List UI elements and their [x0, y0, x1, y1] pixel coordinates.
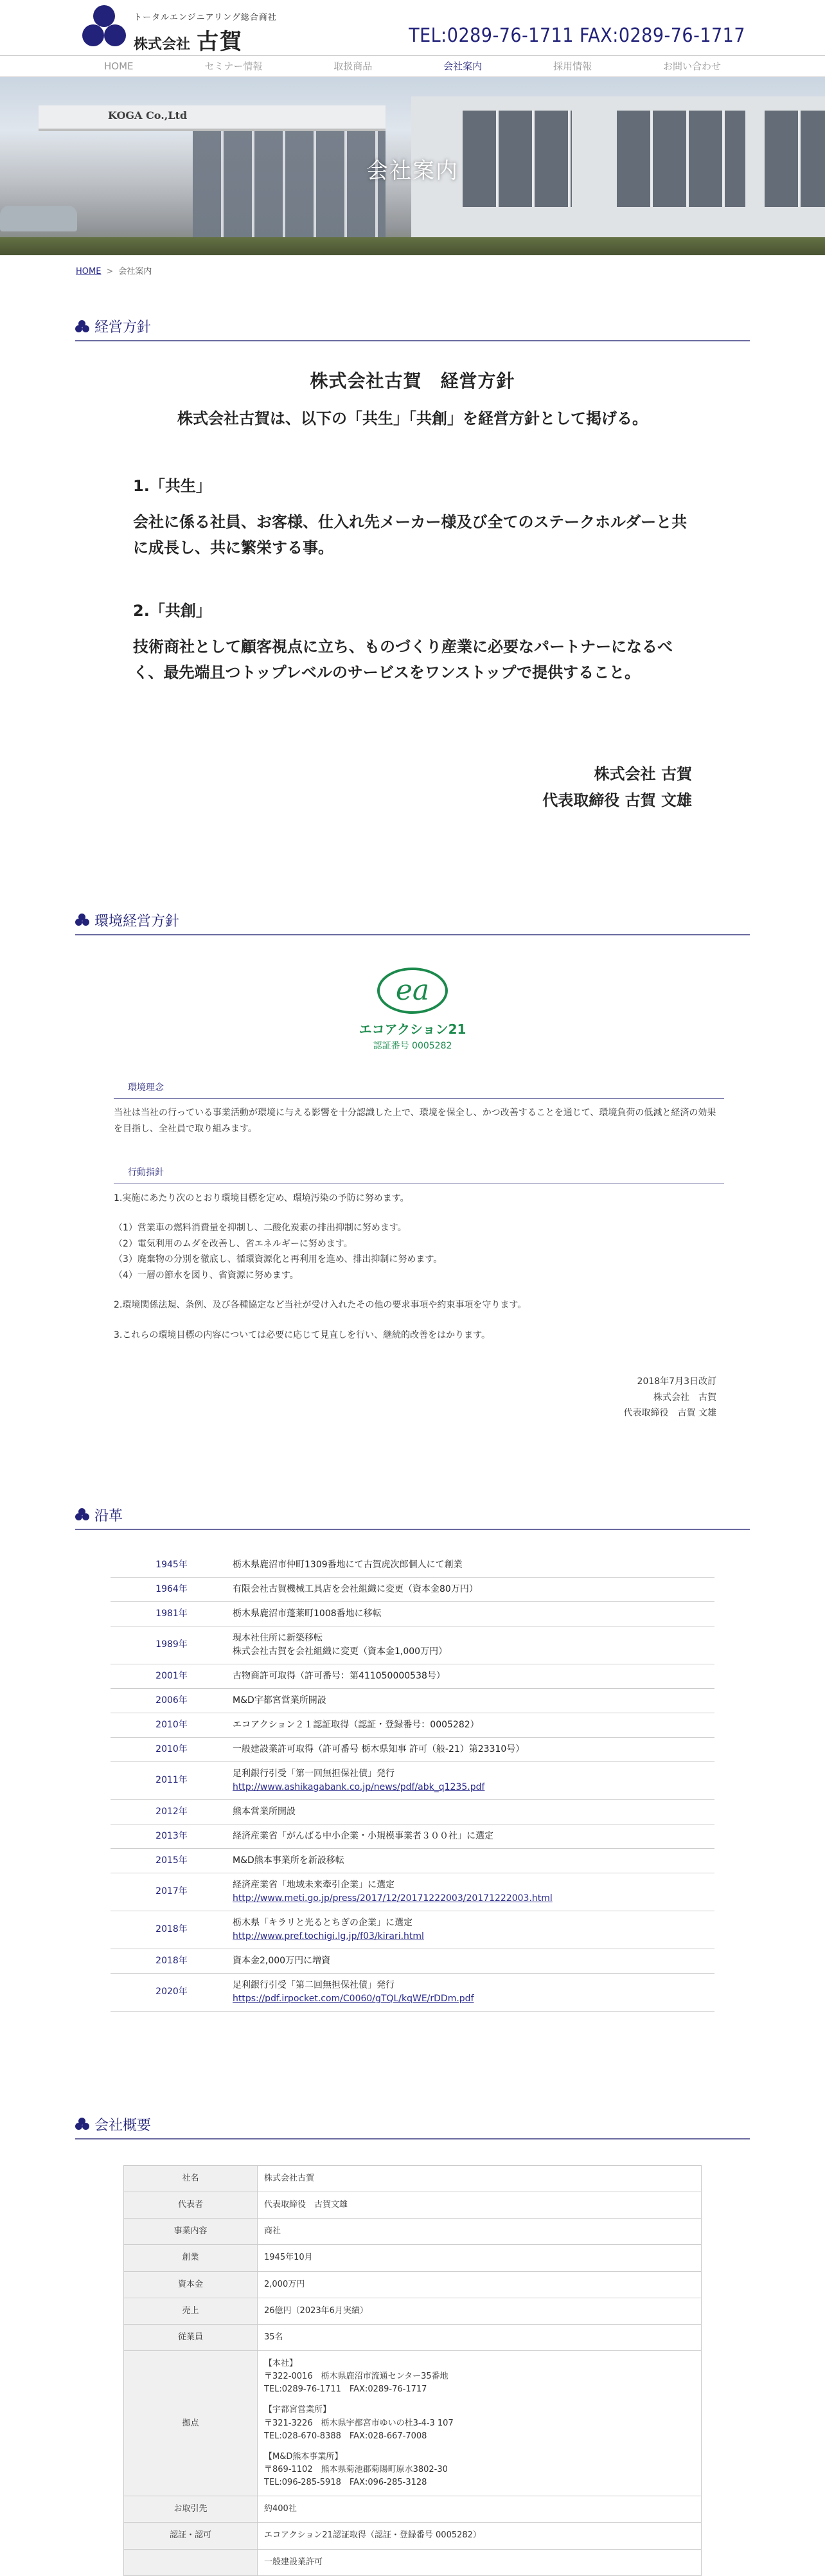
logo-circle: [93, 5, 115, 27]
base-tel: TEL:028-670-8388 FAX:028-667-7008: [264, 2431, 427, 2441]
section-heading-policy: [75, 316, 750, 341]
overview-key: 代表者: [124, 2192, 258, 2219]
base-block: [264, 2451, 695, 2489]
history-event-cell: [233, 1911, 714, 1949]
history-event: M&D熊本事業所を新設移転: [233, 1855, 344, 1866]
overview-table: [123, 2165, 702, 2576]
nav-item[interactable]: セミナー情報: [204, 60, 263, 72]
overview-key: 従業員: [124, 2324, 258, 2350]
section-heading-env: [75, 910, 750, 935]
overview-row: [124, 2271, 702, 2298]
nav-item[interactable]: 取扱商品: [333, 60, 373, 72]
history-event: 足利銀行引受「第一回無担保社債」発行: [233, 1768, 395, 1779]
history-year: 1981年: [111, 1601, 233, 1626]
breadcrumb-home-link[interactable]: HOME: [76, 267, 102, 276]
env-subheading: 環境理念: [114, 1080, 724, 1099]
overview-value: 一般建設業許可: [258, 2549, 702, 2575]
history-year: 2013年: [111, 1824, 233, 1848]
main-nav: [0, 55, 825, 77]
section-heading-overview: [75, 2114, 750, 2139]
overview-value: 35名: [258, 2324, 702, 2350]
section-title: 環境経営方針: [94, 913, 180, 930]
history-event: 古物商許可取得（許可番号：第411050000538号）: [233, 1670, 445, 1681]
history-row: [111, 1873, 714, 1911]
overview-row: [124, 2219, 702, 2245]
clover-icon: [75, 914, 89, 926]
env-guideline-item: （3）廃棄物の分別を徹底し、循環資源化と再利用を進め、排出抑制に努めます。: [114, 1254, 443, 1265]
overview-key: お取引先: [124, 2496, 258, 2523]
breadcrumb-current: 会社案内: [118, 267, 152, 276]
history-event-cell: [233, 1824, 714, 1848]
eco-action-number: 認証番号 0005282: [373, 1040, 452, 1051]
history-row: [111, 1737, 714, 1761]
history-event: 株式会社古賀を会社組織に変更（資本金1,000万円）: [233, 1646, 448, 1657]
policy-lead: 株式会社古賀は、以下の「共生」「共創」を経営方針として掲げる。: [177, 410, 648, 428]
history-year: 1964年: [111, 1577, 233, 1601]
breadcrumb-separator: >: [106, 267, 114, 276]
policy-item-heading: 1.「共生」: [133, 477, 211, 495]
overview-value: 1945年10月: [258, 2245, 702, 2271]
history-event-cell: [233, 1973, 714, 2011]
section-title: 経営方針: [94, 320, 152, 336]
history-event-cell: [233, 1601, 714, 1626]
base-name: 【本社】: [264, 2358, 298, 2368]
history-year: 2018年: [111, 1911, 233, 1949]
history-row: [111, 1761, 714, 1799]
company-tagline: トータルエンジニアリング総合商社: [134, 13, 277, 23]
history-event: 足利銀行引受「第二回無担保社債」発行: [233, 1979, 395, 1990]
history-row: [111, 1713, 714, 1737]
history-event-cell: [233, 1713, 714, 1737]
policy-title: 株式会社古賀 経営方針: [310, 370, 515, 392]
history-row: [111, 1553, 714, 1578]
eco-action-logo: [75, 965, 750, 1052]
signature-company: 株式会社 古賀: [594, 765, 692, 784]
history-event-cell: [233, 1873, 714, 1911]
signature-company: 株式会社 古賀: [653, 1392, 716, 1403]
page-title: 会社案内: [366, 158, 459, 184]
overview-value: 約400社: [258, 2496, 702, 2523]
section-heading-history: [75, 1505, 750, 1530]
nav-item[interactable]: HOME: [104, 60, 134, 72]
history-event-cell: [233, 1626, 714, 1664]
history-year: 2010年: [111, 1737, 233, 1761]
clover-icon: [75, 320, 89, 333]
history-event: 資本金2,000万円に増資: [233, 1955, 331, 1966]
nav-item[interactable]: 会社案内: [443, 60, 483, 72]
history-row: [111, 1688, 714, 1713]
section-title: 会社概要: [94, 2117, 152, 2134]
base-address: 〒322-0016 栃木県鹿沼市流通センター35番地: [264, 2372, 448, 2382]
env-philosophy-text: 当社は当社の行っている事業活動が環境に与える影響を十分認識した上で、環境を保全し、かつ改善することを通じて、環境負荷の低減と経済の効果を目指し、全社員で取り組みます。: [114, 1108, 716, 1134]
building-sign: KOGA Co.,Ltd: [108, 109, 188, 122]
history-year: 1989年: [111, 1626, 233, 1664]
signature-person: 代表取締役 古賀 文雄: [623, 1408, 716, 1419]
history-year: 2006年: [111, 1688, 233, 1713]
base-tel: TEL:096-285-5918 FAX:096-285-3128: [264, 2478, 427, 2488]
history-table: [111, 1553, 714, 2012]
history-event: 栃木県鹿沼市蓬莱町1008番地に移転: [233, 1608, 382, 1619]
overview-row: [124, 2549, 702, 2575]
base-address: 〒321-3226 栃木県宇都宮市ゆいの杜3-4-3 107: [264, 2418, 454, 2428]
history-link[interactable]: http://www.meti.go.jp/press/2017/12/20171222003/20171222003.html: [233, 1893, 553, 1904]
policy-item-text: 会社に係る社員、お客様、仕入れ先メーカー様及び全てのステークホルダーと共に成長し、共に繁栄する事。: [133, 513, 688, 557]
base-address: 〒869-1102 熊本県菊池郡菊陽町原水3802-30: [264, 2464, 448, 2474]
signature-person: 代表取締役 古賀 文雄: [542, 791, 692, 810]
history-event: 栃木県鹿沼市仲町1309番地にて古賀虎次郎個人にて創業: [233, 1559, 463, 1570]
history-row: [111, 1973, 714, 2011]
company-name: 古賀: [197, 29, 244, 55]
nav-item[interactable]: お問い合わせ: [662, 60, 721, 72]
history-row: [111, 1848, 714, 1873]
overview-row: [124, 2496, 702, 2523]
history-event-cell: [233, 1737, 714, 1761]
contact-phone: TEL:0289-76-1711 FAX:0289-76-1717: [409, 24, 745, 47]
history-event-cell: [233, 1688, 714, 1713]
history-event-cell: [233, 1848, 714, 1873]
policy-signature: [133, 761, 692, 814]
history-year: 2001年: [111, 1664, 233, 1688]
history-event: M&D宇都宮営業所開設: [233, 1695, 326, 1706]
overview-value: 商社: [258, 2219, 702, 2245]
overview-key: 認証・認可: [124, 2523, 258, 2549]
brand[interactable]: [134, 10, 277, 55]
history-event-cell: [233, 1553, 714, 1578]
clover-icon: [75, 2118, 89, 2130]
overview-value: 2,000万円: [258, 2271, 702, 2298]
history-event: エコアクション２１認証取得（認証・登録番号：0005282）: [233, 1719, 479, 1730]
overview-value: 代表取締役 古賀文雄: [258, 2192, 702, 2219]
history-row: [111, 1601, 714, 1626]
history-year: 2015年: [111, 1848, 233, 1873]
overview-bases: [258, 2350, 702, 2496]
env-guideline-item: （1）営業車の燃料消費量を抑制し、二酸化炭素の排出抑制に努めます。: [114, 1223, 407, 1234]
overview-value: エコアクション21認証取得（認証・登録番号 0005282）: [258, 2523, 702, 2549]
logo-circle: [104, 24, 126, 46]
management-policy: [75, 341, 750, 814]
overview-key: 創業: [124, 2245, 258, 2271]
history-event: 一般建設業許可取得（許可番号 栃木県知事 許可（般-21）第23310号）: [233, 1743, 525, 1754]
eco-action-name: エコアクション21: [359, 1021, 466, 1037]
history-year: 1945年: [111, 1553, 233, 1578]
history-link[interactable]: http://www.ashikagabank.co.jp/news/pdf/abk_q1235.pdf: [233, 1781, 485, 1792]
section-title: 沿革: [94, 1508, 123, 1524]
history-event-cell: [233, 1664, 714, 1688]
history-event: 現本社住所に新築移転: [233, 1632, 323, 1643]
env-policy: [75, 1080, 750, 1421]
nav-item[interactable]: 採用情報: [553, 60, 592, 72]
history-row: [111, 1799, 714, 1824]
env-guideline: 2.環境関係法規、条例、及び各種協定など当社が受け入れたその他の要求事項や約束事項を守ります。: [114, 1300, 527, 1311]
clover-icon: [75, 1508, 89, 1521]
site-header: [0, 0, 825, 55]
env-subheading: 行動指針: [114, 1165, 724, 1184]
overview-row: [124, 2324, 702, 2350]
history-year: 2011年: [111, 1761, 233, 1799]
overview-row: [124, 2523, 702, 2549]
history-row: [111, 1577, 714, 1601]
history-row: [111, 1949, 714, 1973]
env-signature: [114, 1374, 724, 1421]
history-year: 2020年: [111, 1973, 233, 2011]
company-logo[interactable]: [82, 5, 126, 49]
overview-row: [124, 2192, 702, 2219]
env-guideline-list: [114, 1220, 724, 1283]
history-event-cell: [233, 1761, 714, 1799]
history-event: 有限会社古賀機械工具店を会社組織に変更（資本金80万円）: [233, 1583, 478, 1594]
overview-key: 事業内容: [124, 2219, 258, 2245]
history-row: [111, 1626, 714, 1664]
history-event: 経済産業省「地域未来牽引企業」に選定: [233, 1879, 395, 1890]
nav-list: [59, 56, 766, 77]
history-year: 2017年: [111, 1873, 233, 1911]
policy-item-text: 技術商社として顧客視点に立ち、ものづくり産業に必要なパートナーになるべく、最先端且つトップレベルのサービスをワンストップで提供すること。: [133, 638, 673, 681]
base-name: 【M&D熊本事業所】: [264, 2451, 343, 2462]
overview-key: 拠点: [124, 2350, 258, 2496]
history-event: 熊本営業所開設: [233, 1806, 296, 1817]
history-event: 栃木県「キラリと光るとちぎの企業」に選定: [233, 1917, 412, 1928]
history-year: 2018年: [111, 1949, 233, 1973]
base-tel: TEL:0289-76-1711 FAX:0289-76-1717: [264, 2384, 427, 2395]
history-event-cell: [233, 1577, 714, 1601]
env-guideline: 3.これらの環境目標の内容については必要に応じて見直しを行い、継続的改善をはかります。: [114, 1329, 490, 1340]
env-guideline-item: （2）電気利用のムダを改善し、省エネルギーに努めます。: [114, 1238, 353, 1249]
overview-row: [124, 2165, 702, 2192]
overview-value: 26億円（2023年6月実績）: [258, 2298, 702, 2324]
hero-banner: [0, 77, 825, 255]
signature-date: 2018年7月3日改訂: [637, 1376, 716, 1387]
history-link[interactable]: http://www.pref.tochigi.lg.jp/f03/kirari.html: [233, 1931, 424, 1941]
breadcrumb: [0, 255, 825, 276]
history-link[interactable]: https://pdf.irpocket.com/C0060/gTQL/kqWE/rDDm.pdf: [233, 1993, 474, 2004]
logo-circle: [82, 24, 104, 46]
history-year: 2012年: [111, 1799, 233, 1824]
env-guideline: 1.実施にあたり次のとおり環境目標を定め、環境汚染の予防に努めます。: [114, 1193, 409, 1203]
history-row: [111, 1824, 714, 1848]
overview-value: 株式会社古賀: [258, 2165, 702, 2192]
overview-key: 資本金: [124, 2271, 258, 2298]
history-year: 2010年: [111, 1713, 233, 1737]
env-guideline-item: （4）一層の節水を図り、省資源に努めます。: [114, 1270, 299, 1281]
history-row: [111, 1911, 714, 1949]
history-event-cell: [233, 1949, 714, 1973]
overview-key: 売上: [124, 2298, 258, 2324]
base-name: 【宇都宮営業所】: [264, 2405, 332, 2415]
policy-item-heading: 2.「共創」: [133, 602, 211, 620]
base-block: [264, 2404, 695, 2442]
history-row: [111, 1664, 714, 1688]
overview-row: [124, 2245, 702, 2271]
company-prefix: 株式会社: [134, 37, 191, 53]
eco-action-mark-icon: ea: [377, 965, 448, 1016]
overview-key: [124, 2549, 258, 2575]
overview-row: [124, 2350, 702, 2496]
history-event: 経済産業省「がんばる中小企業・小規模事業者３００社」に選定: [233, 1830, 493, 1841]
overview-key: 社名: [124, 2165, 258, 2192]
base-block: [264, 2357, 695, 2396]
history-event-cell: [233, 1799, 714, 1824]
overview-row: [124, 2298, 702, 2324]
